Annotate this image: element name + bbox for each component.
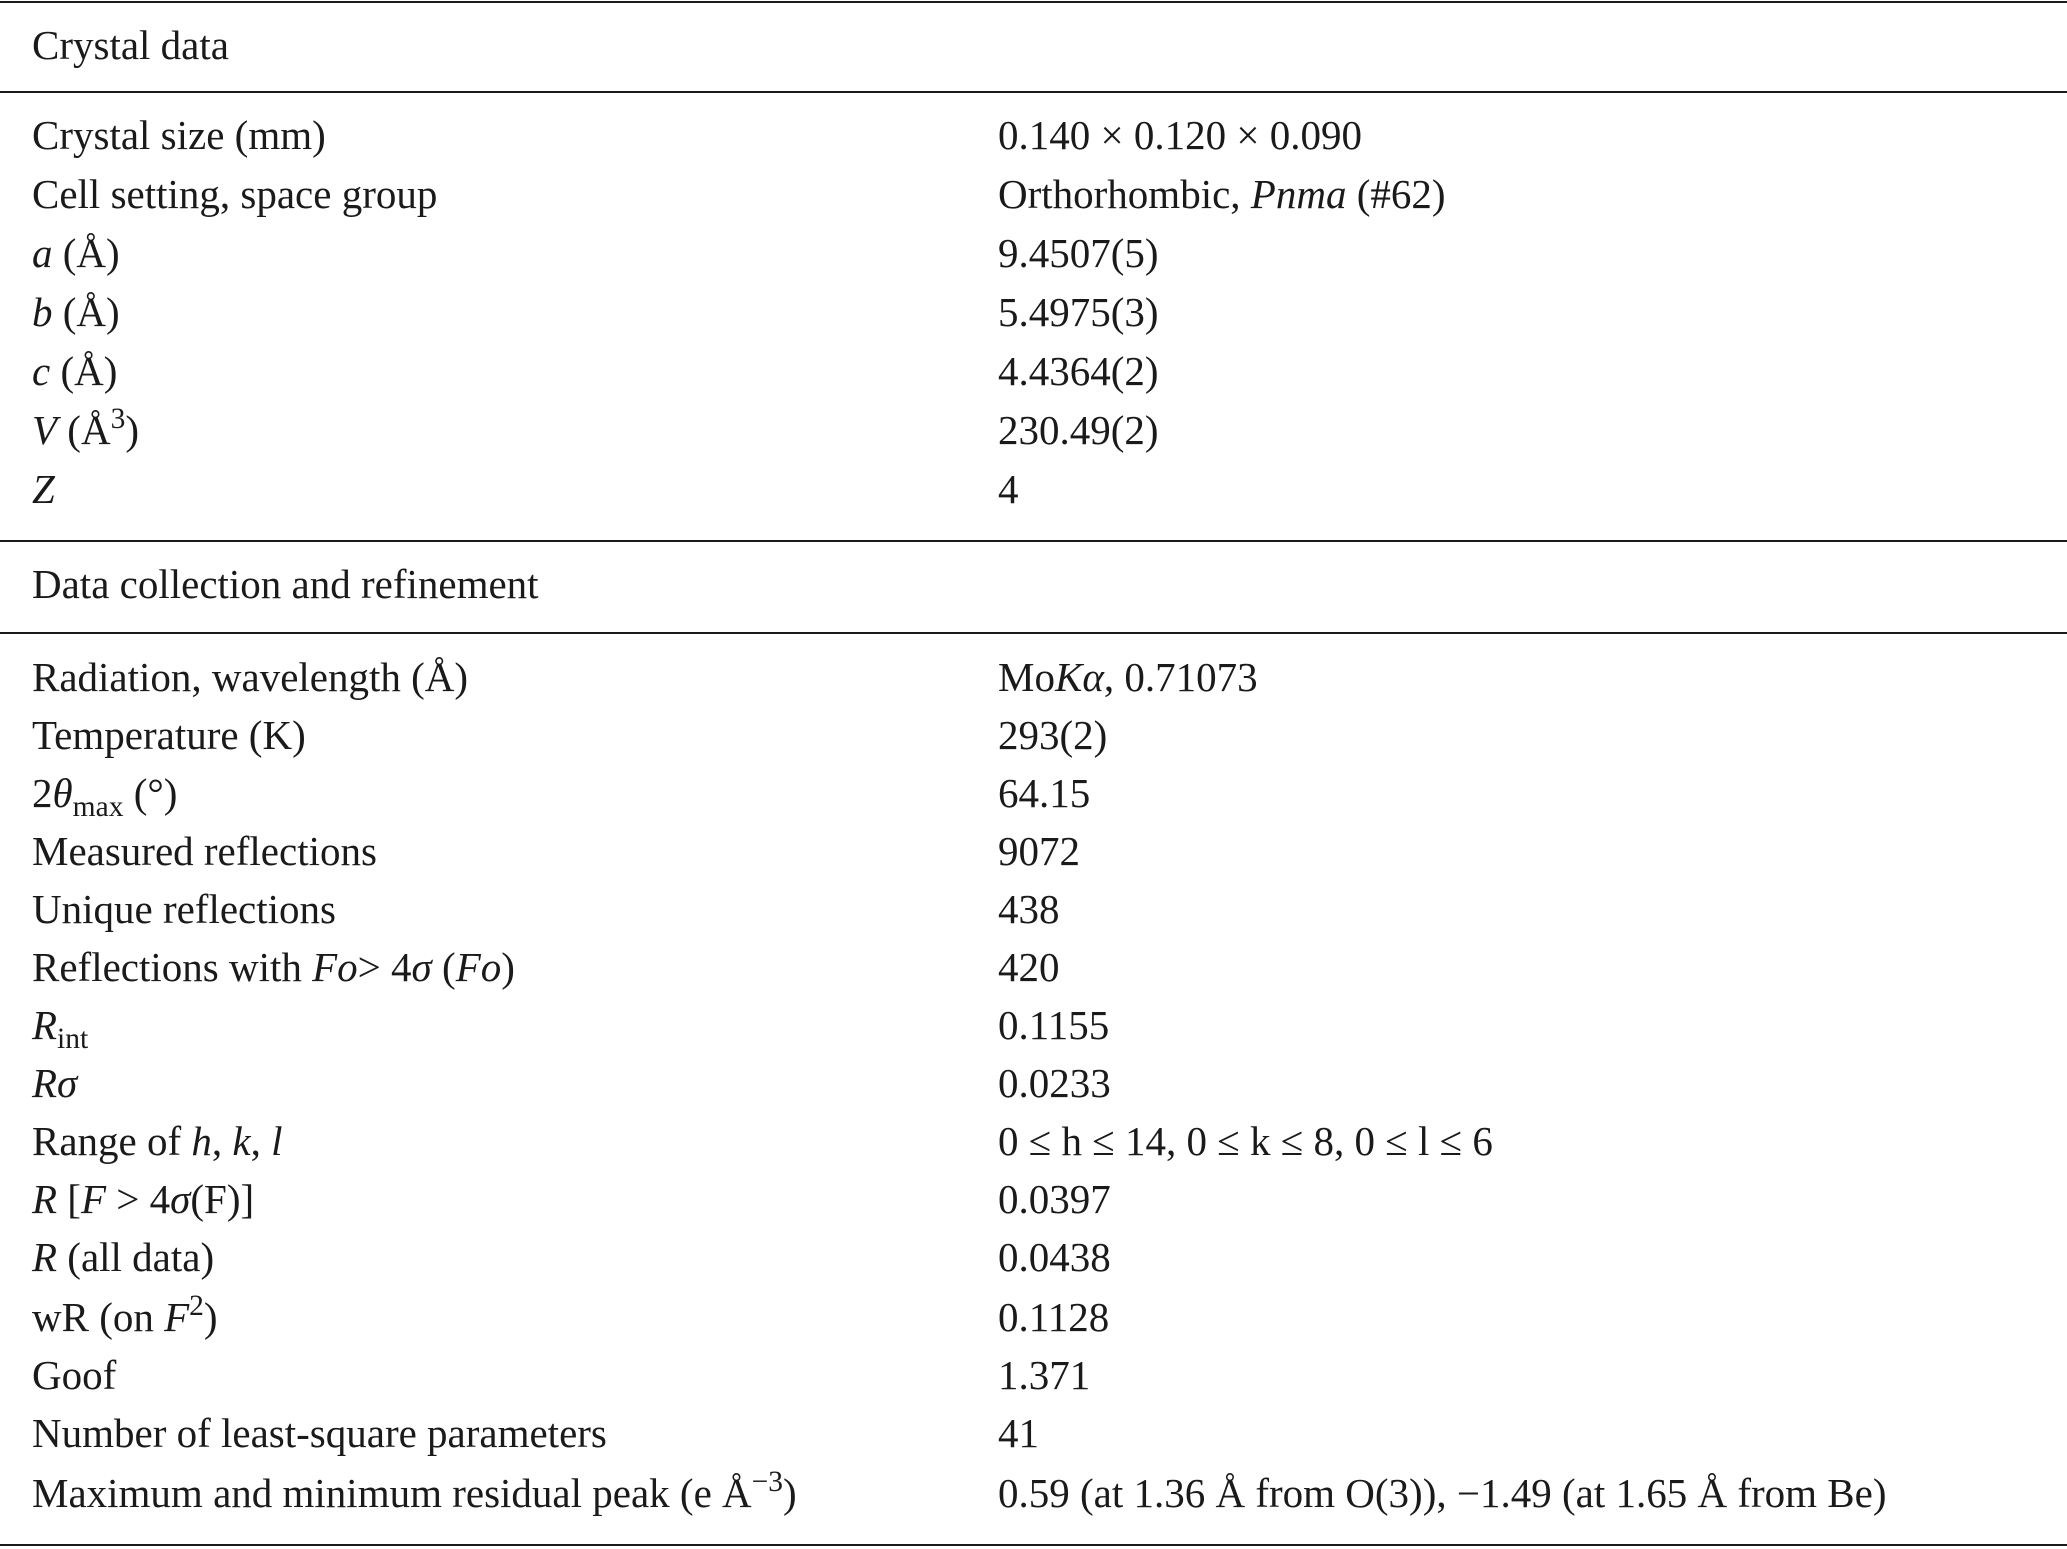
row-label: V $(Å^3)$: [32, 402, 139, 453]
row-value: 0 ≤ h ≤ 14, 0 ≤ k ≤ 8, 0 ≤ l ≤ 6: [998, 1118, 1493, 1164]
row-value: 9.4507(5): [998, 230, 1159, 276]
row-value: 438: [998, 886, 1060, 932]
row-label: Z: [32, 466, 55, 512]
section-rule: [0, 540, 2067, 542]
row-label: Reflections with Fo> 4σ (Fo): [32, 944, 515, 990]
row-label: Rσ: [32, 1060, 78, 1106]
row-value: 0.1155: [998, 1002, 1110, 1048]
row-label: Measured reflections: [32, 828, 377, 874]
row-label: Goof: [32, 1352, 117, 1398]
row-label: Cell setting, space group: [32, 171, 438, 217]
bottom-rule: [0, 1544, 2067, 1546]
row-value: 5.4975(3): [998, 289, 1159, 335]
row-value: 0.0233: [998, 1060, 1111, 1106]
row-label: Unique reflections: [32, 886, 336, 932]
row-label: R (all data): [32, 1234, 215, 1280]
row-label: $2\theta_{max}$ (°): [32, 770, 178, 823]
section-title-crystal-data: Crystal data: [32, 22, 229, 68]
row-label: c (Å): [32, 348, 118, 394]
section-rule: [0, 632, 2067, 634]
row-value: 4: [998, 466, 1019, 512]
row-value: 0.140 × 0.120 × 0.090: [998, 112, 1362, 158]
row-value: 420: [998, 944, 1060, 990]
row-value: 293(2): [998, 712, 1108, 758]
row-value: 9072: [998, 828, 1080, 874]
row-value: 0.1128: [998, 1294, 1110, 1340]
section-rule: [0, 91, 2067, 93]
row-label: a (Å): [32, 230, 120, 276]
row-label: Crystal size (mm): [32, 112, 326, 158]
row-label: R [F > 4σ(F)]: [32, 1176, 255, 1222]
row-label: Number of least-square parameters: [32, 1410, 607, 1456]
row-label: Radiation, wavelength (Å): [32, 654, 469, 700]
row-label: Temperature (K): [32, 712, 306, 758]
row-value: 230.49(2): [998, 407, 1159, 453]
row-value: 0.0397: [998, 1176, 1111, 1222]
row-label: Maximum and minimum residual peak (e $Å^{-3}$): [32, 1465, 797, 1516]
row-value: 0.59 (at 1.36 Å from O(3)), −1.49 (at 1.65 Å from Be): [998, 1470, 1887, 1516]
row-label: $R_{int}$: [32, 1002, 89, 1055]
row-label: b (Å): [32, 289, 120, 335]
row-value: 41: [998, 1410, 1039, 1456]
section-title-data-collection: Data collection and refinement: [32, 561, 539, 607]
row-value: 1.371: [998, 1352, 1091, 1398]
row-value: MoKα, 0.71073: [998, 654, 1258, 700]
row-label: Range of h, k, l: [32, 1118, 283, 1164]
top-rule: [0, 1, 2067, 3]
row-value: 64.15: [998, 770, 1091, 816]
row-value: Orthorhombic, Pnma (#62): [998, 171, 1446, 217]
row-value: 0.0438: [998, 1234, 1111, 1280]
row-label: wR (on $F^2$): [32, 1289, 218, 1340]
row-value: 4.4364(2): [998, 348, 1159, 394]
